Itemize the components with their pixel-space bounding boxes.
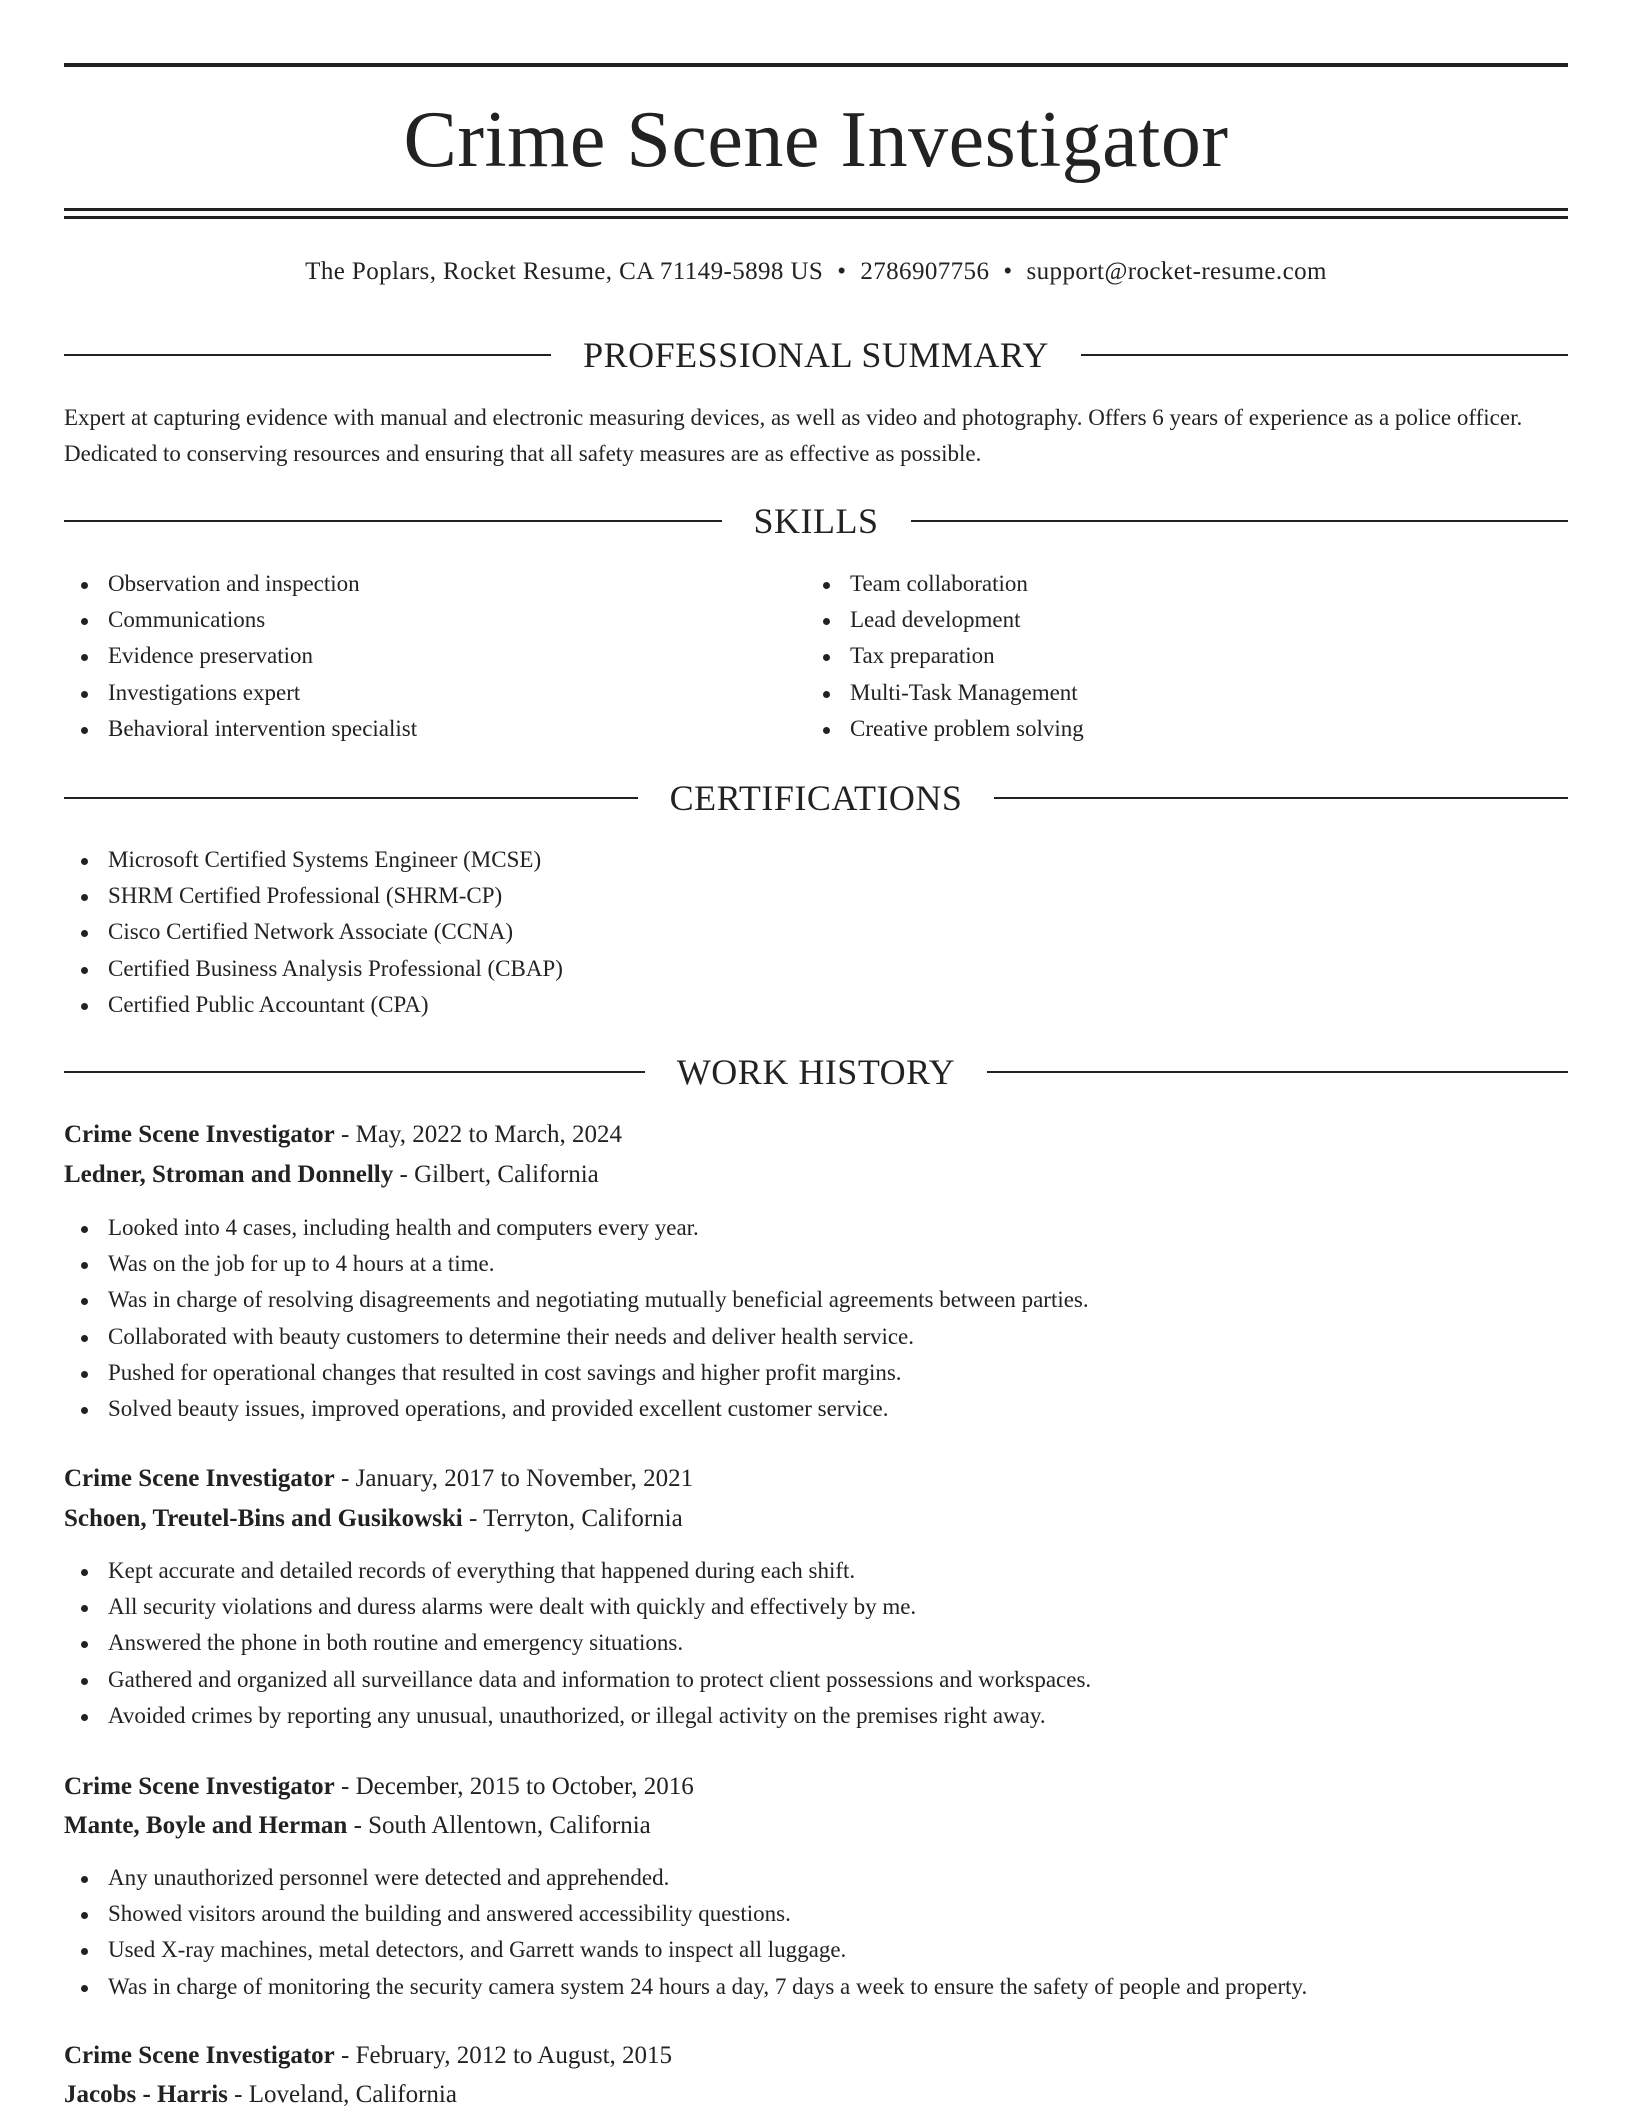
- skill-item: Lead development: [806, 602, 1084, 638]
- job-duty-item: Any unauthorized personnel were detected and apprehended.: [64, 1860, 1307, 1896]
- contact-line: [64, 254, 1568, 290]
- job-company: Schoen, Treutel-Bins and Gusikowski: [64, 1505, 463, 1532]
- skill-item: Evidence preservation: [64, 638, 417, 674]
- job-dates: January, 2017 to November, 2021: [355, 1465, 694, 1492]
- heading-rule: [64, 797, 638, 799]
- job-duty-item: Kept accurate and detailed records of everything that happened during each shift.: [64, 1553, 1091, 1589]
- summary-heading-label: PROFESSIONAL SUMMARY: [583, 335, 1049, 375]
- job-duties-list: [64, 1860, 1307, 2005]
- job-duty-item: Was in charge of monitoring the security camera system 24 hours a day, 7 days a week to ensure the safety of people and property.: [64, 1969, 1307, 2005]
- page-title: Crime Scene Investigator: [403, 96, 1229, 184]
- work-history-heading: [64, 1050, 1568, 1094]
- job-title: Crime Scene Investigator: [64, 1121, 335, 1148]
- job-duty-item: Looked into 4 cases, including health and computers every year.: [64, 1210, 1089, 1246]
- job-duty-item: Solved beauty issues, improved operations, and provided excellent customer service.: [64, 1391, 1089, 1427]
- top-rule: [64, 63, 1568, 67]
- contact-email[interactable]: support@rocket-resume.com: [1026, 258, 1327, 285]
- heading-rule: [64, 520, 722, 522]
- certification-item: Cisco Certified Network Associate (CCNA): [64, 914, 563, 950]
- job-duty-item: Showed visitors around the building and answered accessibility questions.: [64, 1896, 1307, 1932]
- job-title-line: Crime Scene Investigator - February, 2012 to August, 2015: [64, 2042, 673, 2069]
- job-duty-item: All security violations and duress alarms were dealt with quickly and effectively by me.: [64, 1589, 1091, 1625]
- summary-text: Expert at capturing evidence with manual and electronic measuring devices, as well as video and photography. Offers 6 years of experience as a police officer. Dedicated to conserving resources and ensuring that all safety measures are as effective as possible.: [64, 405, 1523, 466]
- job-location: Loveland, California: [248, 2081, 457, 2108]
- title-rule-lower: [64, 216, 1568, 219]
- job-duty-item: Gathered and organized all surveillance data and information to protect client possessions and workspaces.: [64, 1662, 1091, 1698]
- contact-phone: 2786907756: [860, 258, 990, 285]
- skill-item: Communications: [64, 602, 417, 638]
- certifications-heading: [64, 776, 1568, 820]
- certification-item: Microsoft Certified Systems Engineer (MCSE): [64, 842, 563, 878]
- job-title-line: Crime Scene Investigator - May, 2022 to March, 2024: [64, 1121, 622, 1148]
- heading-rule: [64, 354, 551, 356]
- skills-heading-label: SKILLS: [753, 501, 879, 541]
- certification-item: Certified Business Analysis Professional (CBAP): [64, 951, 563, 987]
- skill-item: Observation and inspection: [64, 566, 417, 602]
- heading-rule: [994, 797, 1568, 799]
- job-location: South Allentown, California: [368, 1812, 651, 1839]
- contact-separator: •: [1003, 258, 1013, 285]
- job-duty-item: Was in charge of resolving disagreements and negotiating mutually beneficial agreements between parties.: [64, 1282, 1089, 1318]
- job-dates: December, 2015 to October, 2016: [355, 1773, 694, 1800]
- skill-item: Team collaboration: [806, 566, 1084, 602]
- job-duty-item: Pushed for operational changes that resulted in cost savings and higher profit margins.: [64, 1355, 1089, 1391]
- job-title: Crime Scene Investigator: [64, 2042, 335, 2069]
- summary-heading: [64, 333, 1568, 377]
- skills-heading: [64, 499, 1568, 543]
- heading-rule: [64, 1071, 645, 1073]
- skills-list-left: [64, 566, 417, 747]
- job-title-line: Crime Scene Investigator - January, 2017 to November, 2021: [64, 1465, 694, 1492]
- job-title: Crime Scene Investigator: [64, 1465, 335, 1492]
- skills-list-right: [806, 566, 1084, 747]
- heading-rule: [1081, 354, 1568, 356]
- certifications-heading-label: CERTIFICATIONS: [669, 778, 963, 818]
- job-company-line: Jacobs - Harris - Loveland, California: [64, 2081, 457, 2108]
- job-duties-list: [64, 1553, 1091, 1734]
- job-duty-item: Used X-ray machines, metal detectors, and Garrett wands to inspect all luggage.: [64, 1932, 1307, 1968]
- job-company: Mante, Boyle and Herman: [64, 1812, 348, 1839]
- job-location: Gilbert, California: [414, 1161, 599, 1188]
- job-title: Crime Scene Investigator: [64, 1773, 335, 1800]
- job-dates: May, 2022 to March, 2024: [355, 1121, 622, 1148]
- skill-item: Behavioral intervention specialist: [64, 711, 417, 747]
- job-duty-item: Collaborated with beauty customers to determine their needs and deliver health service.: [64, 1319, 1089, 1355]
- job-title-line: Crime Scene Investigator - December, 2015 to October, 2016: [64, 1773, 694, 1800]
- certification-item: SHRM Certified Professional (SHRM-CP): [64, 878, 563, 914]
- contact-separator: •: [837, 258, 847, 285]
- job-duty-item: Answered the phone in both routine and emergency situations.: [64, 1625, 1091, 1661]
- job-dates: February, 2012 to August, 2015: [355, 2042, 673, 2069]
- job-duty-item: Avoided crimes by reporting any unusual, unauthorized, or illegal activity on the premises right away.: [64, 1698, 1091, 1734]
- job-company-line: Mante, Boyle and Herman - South Allentown, California: [64, 1812, 651, 1839]
- heading-rule: [911, 520, 1569, 522]
- certification-item: Certified Public Accountant (CPA): [64, 987, 563, 1023]
- title-rule-upper: [64, 208, 1568, 211]
- heading-rule: [987, 1071, 1568, 1073]
- skill-item: Multi-Task Management: [806, 675, 1084, 711]
- job-company-line: Schoen, Treutel-Bins and Gusikowski - Terryton, California: [64, 1505, 683, 1532]
- job-location: Terryton, California: [483, 1505, 683, 1532]
- skill-item: Investigations expert: [64, 675, 417, 711]
- job-company: Ledner, Stroman and Donnelly: [64, 1161, 394, 1188]
- job-company: Jacobs - Harris: [64, 2081, 228, 2108]
- skill-item: Creative problem solving: [806, 711, 1084, 747]
- job-duties-list: [64, 1210, 1089, 1427]
- skill-item: Tax preparation: [806, 638, 1084, 674]
- certifications-list: [64, 842, 563, 1023]
- work-history-heading-label: WORK HISTORY: [676, 1052, 956, 1092]
- job-company-line: Ledner, Stroman and Donnelly - Gilbert, California: [64, 1161, 599, 1188]
- job-duty-item: Was on the job for up to 4 hours at a time.: [64, 1246, 1089, 1282]
- contact-address: The Poplars, Rocket Resume, CA 71149-5898 US: [305, 258, 824, 285]
